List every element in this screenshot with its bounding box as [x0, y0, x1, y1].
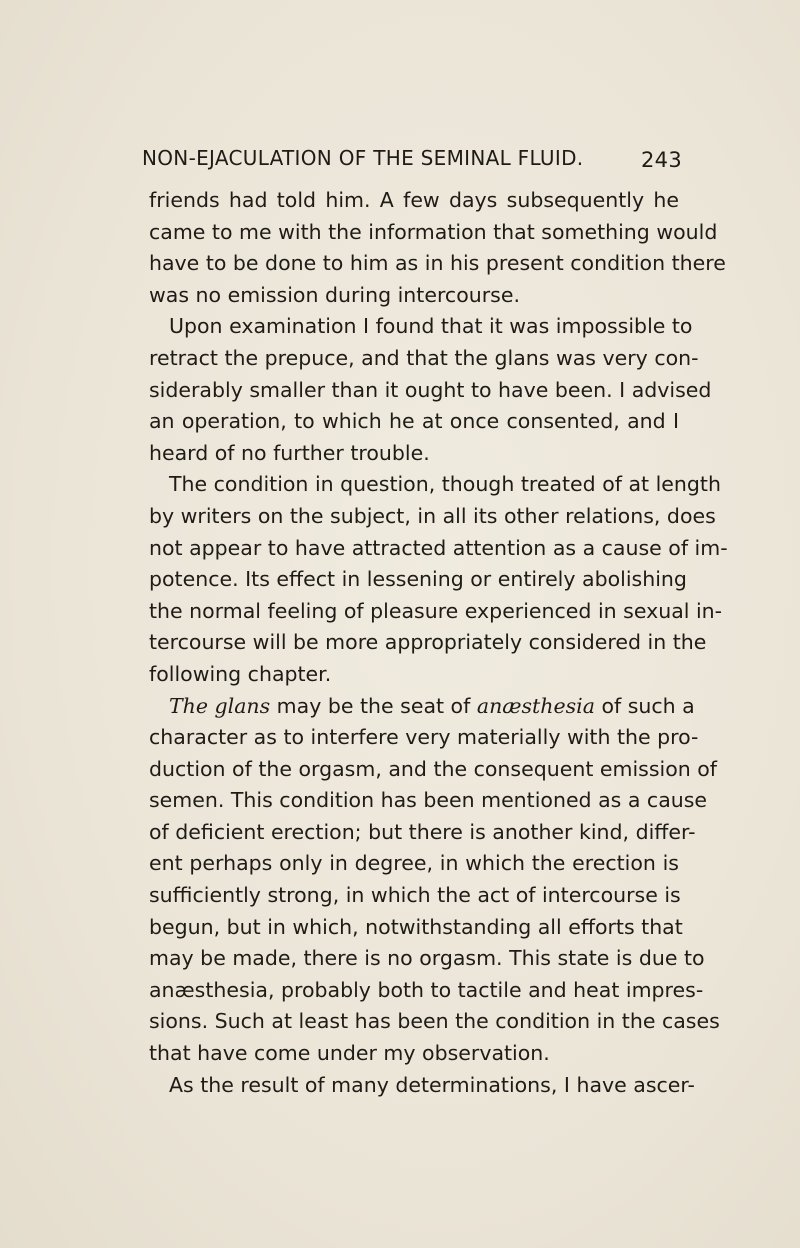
text-line: siderably smaller than it ought to have been. I advised: [149, 377, 712, 402]
text-line: duction of the orgasm, and the consequent emission of: [149, 756, 718, 781]
text-line: sufficiently strong, in which the act of intercourse is: [149, 883, 681, 908]
page-header: [142, 142, 682, 176]
text-line: begun, but in which, notwithstanding all efforts that: [149, 914, 683, 939]
text-line: The condition in question, though treated of at length: [169, 472, 721, 497]
text-line: was no emission during intercourse.: [149, 282, 520, 307]
text-line: The glans may be the seat of anæsthesia of such a: [169, 693, 695, 718]
text-line: tercourse will be more appropriately considered in the: [149, 630, 707, 655]
body-text: [149, 185, 728, 1101]
text-line: character as to interfere very materially with the pro-: [149, 725, 699, 750]
text-line: semen. This condition has been mentioned as a cause: [149, 788, 708, 813]
text-line: Upon examination I found that it was impossible to: [169, 314, 693, 339]
text-line: sions. Such at least has been the condition in the cases: [149, 1009, 720, 1034]
text-line: came to me with the information that something would: [149, 219, 718, 244]
text-line: anæsthesia, probably both to tactile and heat impres-: [149, 977, 704, 1002]
text-line: not appear to have attracted attention as a cause of im-: [149, 535, 728, 560]
text-line: retract the prepuce, and that the glans was very con-: [149, 345, 699, 370]
text-line: friends had told him. A few days subsequently he: [149, 188, 679, 212]
italic-term: The glans: [169, 693, 271, 718]
text-line: may be made, there is no orgasm. This state is due to: [149, 946, 705, 971]
page-number: 243: [641, 148, 682, 172]
italic-term: anæsthesia: [476, 693, 595, 718]
text-line: of deficient erection; but there is another kind, differ-: [149, 819, 696, 844]
text-line: heard of no further trouble.: [149, 440, 430, 465]
text-line: the normal feeling of pleasure experienced in sexual in-: [149, 598, 723, 623]
text-line: As the result of many determinations, I have ascer-: [169, 1072, 695, 1097]
text-line: following chapter.: [149, 661, 332, 686]
running-head: NON-EJACULATION OF THE SEMINAL FLUID.: [142, 146, 584, 170]
text-line: an operation, to which he at once consented, and I: [149, 409, 679, 434]
text-line: by writers on the subject, in all its other relations, does: [149, 503, 716, 528]
text-line: that have come under my observation.: [149, 1041, 550, 1066]
text-line: ent perhaps only in degree, in which the erection is: [149, 851, 679, 876]
text-line: potence. Its effect in lessening or entirely abolishing: [149, 567, 687, 592]
text-line: have to be done to him as in his present condition there: [149, 251, 726, 276]
